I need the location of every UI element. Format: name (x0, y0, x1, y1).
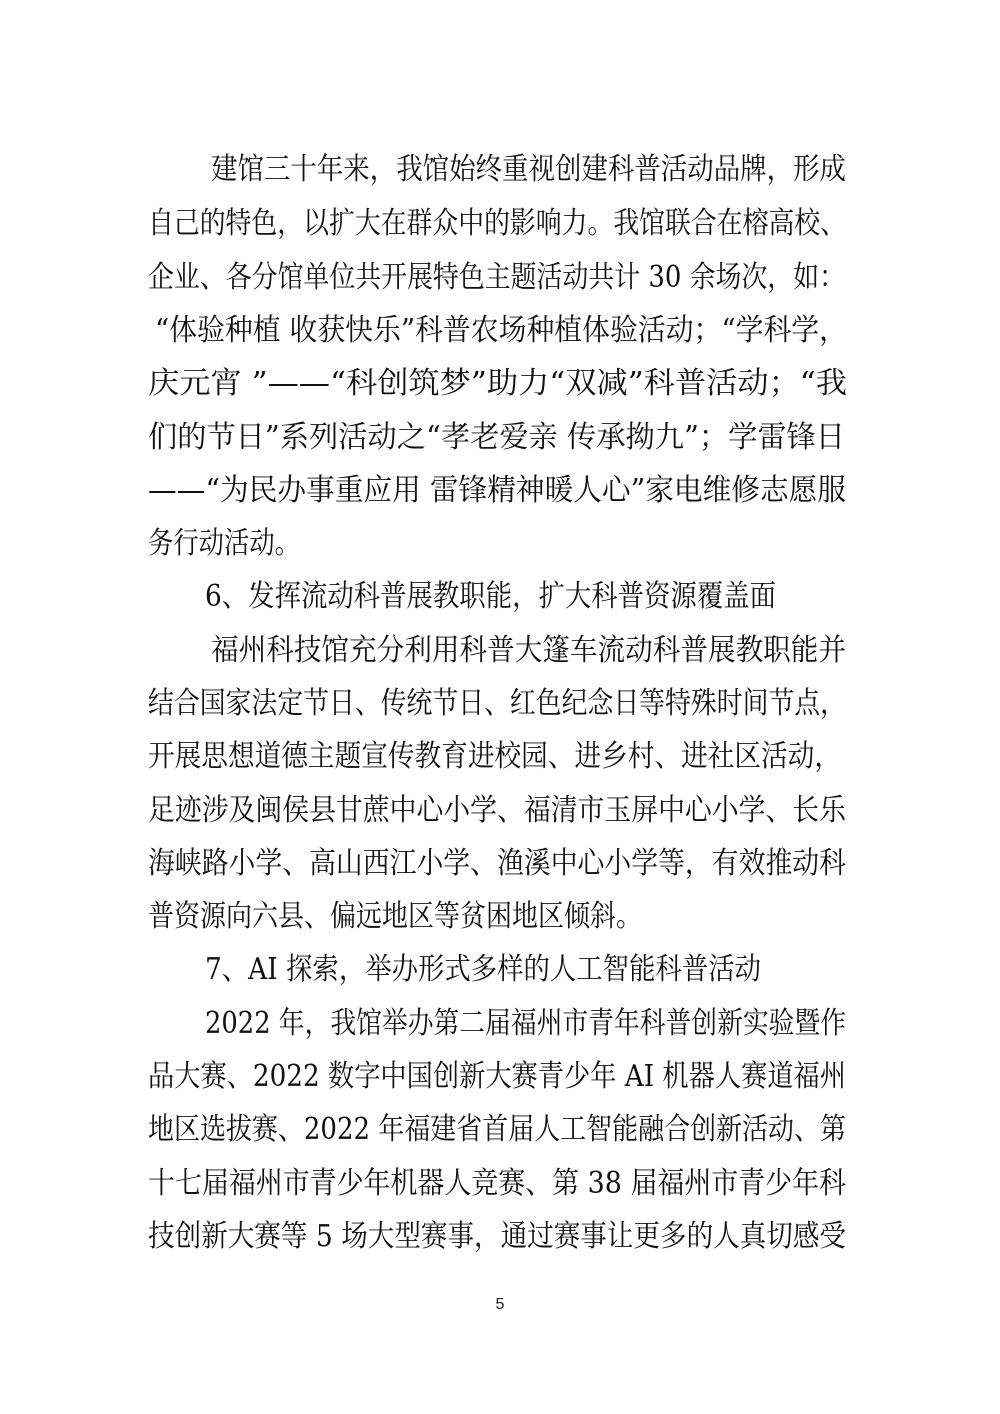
text-line: “体验种植 收获快乐”科普农场种植体验活动；“学科学， (155, 313, 847, 348)
text-line: 福州科技馆充分利用科普大篷车流动科普展教职能并 (211, 633, 846, 668)
text-line: 建馆三十年来，我馆始终重视创建科普活动品牌，形成 (211, 152, 846, 187)
text-line: 结合国家法定节日、传统节日、红色纪念日等特殊时间节点， (148, 686, 846, 721)
text-line: 们的节日”系列活动之“孝老爱亲 传承拗九”；学雷锋日 (148, 420, 845, 455)
text-line: 普资源向六县、偏远地区等贫困地区倾斜。 (148, 899, 642, 934)
page-number: 5 (495, 1296, 505, 1313)
text-line: 2022 年，我馆举办第二届福州市青年科普创新实验暨作 (205, 1006, 846, 1041)
text-line: 务行动活动。 (148, 526, 300, 561)
text-line: 十七届福州市青少年机器人竞赛、第 38 届福州市青少年科 (148, 1166, 846, 1201)
text-line: 开展思想道德主题宣传教育进校园、进乡村、进社区活动， (148, 739, 841, 774)
text-line: 企业、各分馆单位共开展特色主题活动共计 30 余场次，如： (148, 260, 845, 295)
text-line: 品大赛、2022 数字中国创新大赛青少年 AI 机器人赛道福州 (148, 1059, 846, 1094)
text-line: 技创新大赛等 5 场大型赛事，通过赛事让更多的人真切感受 (148, 1219, 846, 1254)
text-line: 海峡路小学、高山西江小学、渔溪中心小学等，有效推动科 (148, 846, 846, 881)
text-line: 足迹涉及闽侯县甘蔗中心小学、福清市玉屏中心小学、长乐 (148, 793, 846, 828)
text-line: 庆元宵 ”——“科创筑梦”助力“双减”科普活动；“我 (148, 366, 847, 401)
text-line: ——“为民办事重应用 雷锋精神暖人心”家电维修志愿服 (148, 473, 846, 508)
text-line: 自己的特色，以扩大在群众中的影响力。我馆联合在榕高校、 (148, 206, 846, 241)
section-heading: 7、AI 探索，举办形式多样的人工智能科普活动 (205, 952, 761, 987)
text-line: 地区选拔赛、2022 年福建省首届人工智能融合创新活动、第 (148, 1112, 846, 1147)
section-heading: 6、发挥流动科普展教职能，扩大科普资源覆盖面 (205, 579, 776, 614)
